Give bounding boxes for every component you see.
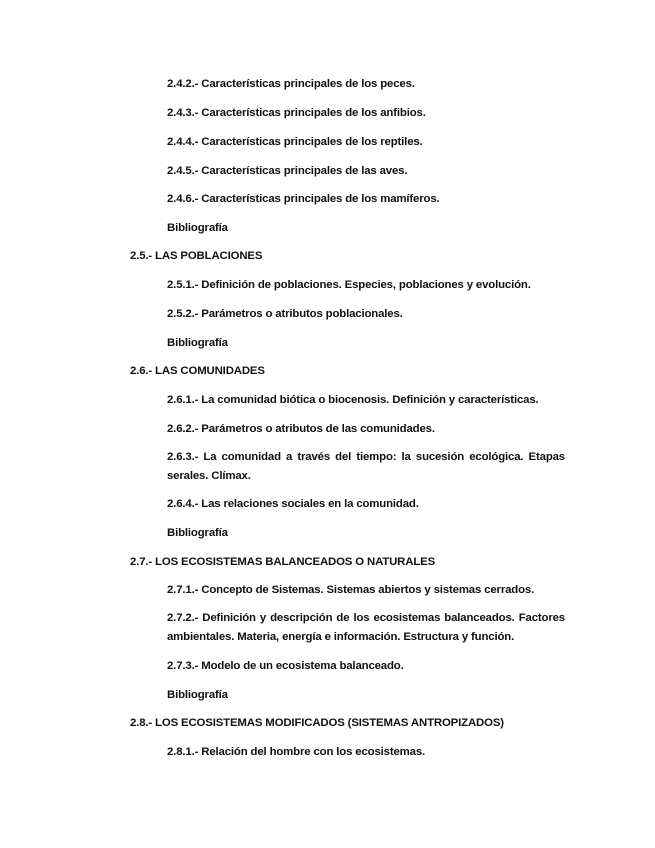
toc-item-2-8-1: 2.8.1.- Relación del hombre con los ecosistemas. <box>167 746 426 758</box>
toc-item-2-6-3: 2.6.3.- La comunidad a través del tiempo: la sucesión ecológica. Etapas serales. Clímax. <box>167 451 565 482</box>
section-heading-2-8: 2.8.- LOS ECOSISTEMAS MODIFICADOS (SISTEMAS ANTROPIZADOS) <box>130 717 504 729</box>
toc-item-2-6-2: 2.6.2.- Parámetros o atributos de las comunidades. <box>167 423 435 435</box>
toc-item-2-6-4: 2.6.4.- Las relaciones sociales en la comunidad. <box>167 498 419 510</box>
section-heading-2-7: 2.7.- LOS ECOSISTEMAS BALANCEADOS O NATURALES <box>130 556 436 568</box>
toc-item-2-5-2: 2.5.2.- Parámetros o atributos poblacionales. <box>167 308 403 320</box>
section-heading-2-6: 2.6.- LAS COMUNIDADES <box>130 365 265 377</box>
toc-item-2-4-5: 2.4.5.- Características principales de las aves. <box>167 165 408 177</box>
bibliography-2-5: Bibliografía <box>167 337 228 349</box>
toc-item-2-7-2: 2.7.2.- Definición y descripción de los ecosistemas balanceados. Factores ambientales. Materia, energía e información. Estructura y función. <box>167 612 565 643</box>
toc-item-2-5-1: 2.5.1.- Definición de poblaciones. Especies, poblaciones y evolución. <box>167 279 531 291</box>
toc-item-2-4-4: 2.4.4.- Características principales de los reptiles. <box>167 136 423 148</box>
bibliography-2-4: Bibliografía <box>167 222 228 234</box>
toc-item-2-4-3: 2.4.3.- Características principales de los anfibios. <box>167 107 426 119</box>
toc-item-2-4-6: 2.4.6.- Características principales de los mamíferos. <box>167 193 440 205</box>
section-heading-2-5: 2.5.- LAS POBLACIONES <box>130 250 263 262</box>
bibliography-2-7: Bibliografía <box>167 689 228 701</box>
toc-item-2-4-2: 2.4.2.- Características principales de los peces. <box>167 78 415 90</box>
toc-item-2-6-1: 2.6.1.- La comunidad biótica o biocenosis. Definición y características. <box>167 394 539 406</box>
bibliography-2-6: Bibliografía <box>167 527 228 539</box>
toc-item-2-7-1: 2.7.1.- Concepto de Sistemas. Sistemas abiertos y sistemas cerrados. <box>167 584 535 596</box>
toc-item-2-7-3: 2.7.3.- Modelo de un ecosistema balanceado. <box>167 660 404 672</box>
